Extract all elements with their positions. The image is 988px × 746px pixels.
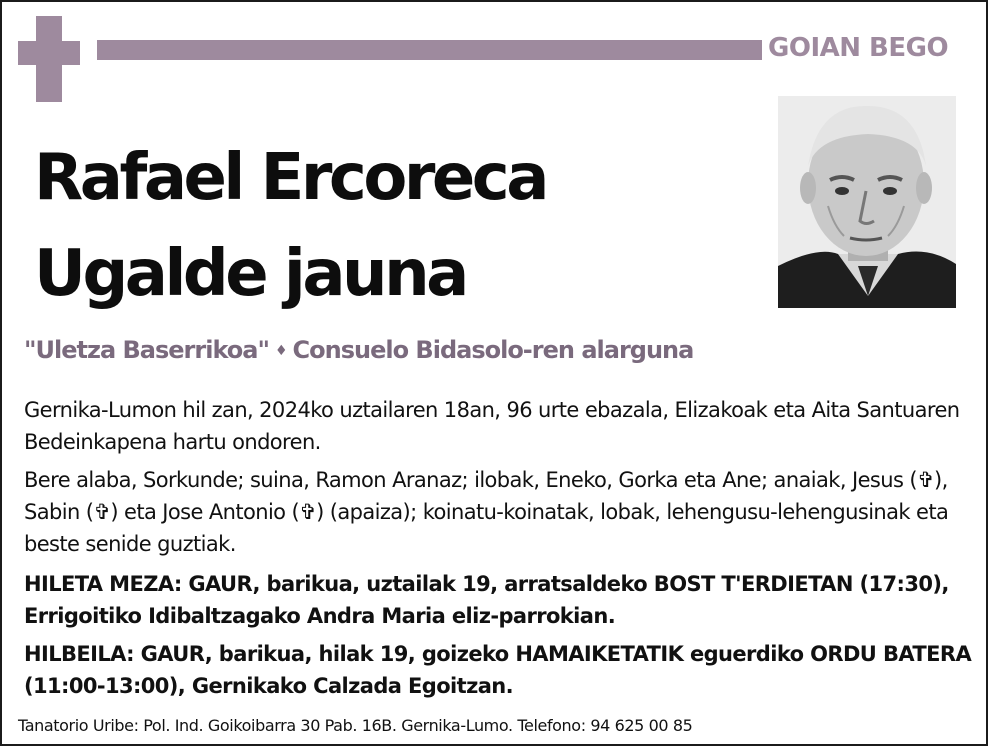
subtitle [24, 336, 693, 364]
name-line-2: Ugalde jauna [34, 237, 466, 311]
spouse: Consuelo Bidasolo-ren alarguna [292, 336, 694, 364]
death-notice: Gernika-Lumon hil zan, 2024ko uztailaren 18an, 96 urte ebazala, Elizakoak eta Aita Santuaren Bedeinkapena hartu ondoren. [24, 398, 960, 454]
name-line-1: Rafael Ercoreca [34, 141, 546, 215]
deceased-name [34, 130, 546, 322]
wake-info: HILBEILA: GAUR, barikua, hilak 19, goizeko HAMAIKETATIK eguerdiko ORDU BATERA (11:00-13:00), Gernikako Calzada Egoitzan. [24, 642, 972, 698]
funeral-home-footer: Tanatorio Uribe: Pol. Ind. Goikoibarra 30 Pab. 16B. Gernika-Lumo. Telefono: 94 625 00 85 [18, 716, 693, 735]
family-list: Bere alaba, Sorkunde; suina, Ramon Aranaz; ilobak, Eneko, Gorka eta Ane; anaiak, Jesus (✞), Sabin (✞) eta Jose Antonio (✞) (apaiza); koinatu-koinatak, lobak, lehengusu-lehengusinak eta beste senide guztiak. [24, 468, 949, 556]
portrait-photo [778, 96, 956, 308]
diamond-separator-icon: ♦ [274, 343, 287, 359]
header-rule [97, 40, 762, 60]
nickname: "Uletza Baserrikoa" [24, 336, 269, 364]
cross-icon-bar [18, 41, 80, 65]
header-label: GOIAN BEGO [768, 33, 949, 63]
funeral-mass: HILETA MEZA: GAUR, barikua, uztailak 19, arratsaldeko BOST T'ERDIETAN (17:30), Errigoitiko Idibaltzagako Andra Maria eliz-parrokian. [24, 572, 949, 628]
